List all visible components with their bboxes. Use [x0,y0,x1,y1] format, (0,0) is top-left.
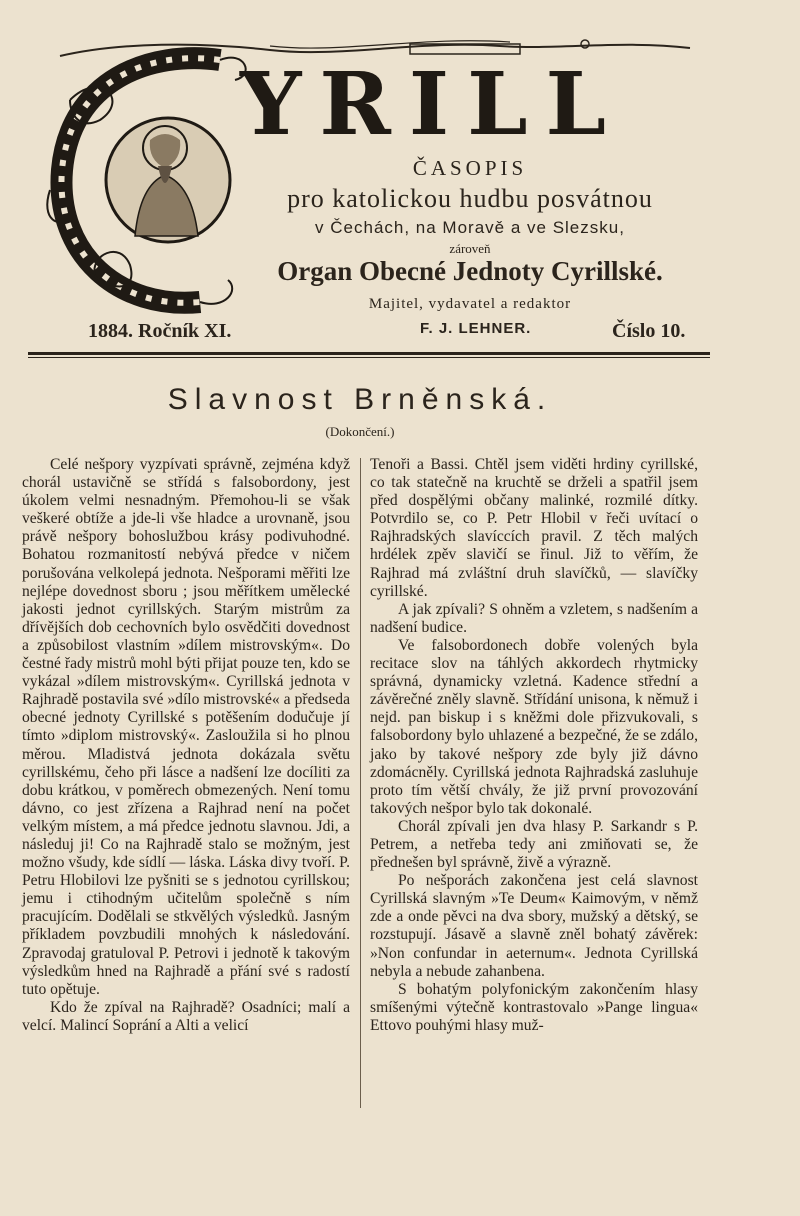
issue-number: Číslo 10. [612,320,686,342]
paragraph: Tenoři a Bassi. Chtěl jsem viděti hrdiny cyrillské, co tak statečně na kruchtě se drželi a spatřil jsem před dospělými občany malinké, rozmilé dítky. Potvrdilo se, co P. Petr Hlobil v řeči uvítací o Rajhradských slavíccích pravil. Z těch malých hrdélek zpěv slavičí se řinul. Již to věřím, že Rajhrad má zvláštní druh slavíčků, — slavíčky cyrillské. [370,456,698,600]
paragraph: Chorál zpívali jen dva hlasy P. Sarkandr s P. Petrem, a netřeba tedy ani zmiňovati se, že přednešen byl správně, živě a výrazně. [370,817,698,872]
paragraph: A jak zpívali? S ohněm a vzletem, s nadšením a nadšení budice. [370,600,698,636]
decorative-initial-c [40,40,260,330]
article-title: Slavnost Brněnská. [167,383,553,416]
article-left-column [22,456,350,1035]
paragraph: Ve falsobordonech dobře volených byla recitace slov na táhlých akkordech rhytmicky správná, dynamicky vzletná. Kadence střední a závěrečné zněly slavně. Střídání unisona, k němuž i nejd. pan biskup i s kněžmi dole přizvukovali, s falsobordony bylo uhlazené a bezpečné, že se zdálo, jako by takové nešpory zde byly již dávno zdomácněly. Cyrillská jednota Rajhradská zasluhuje proto tím větší chvály, že již první provozování takových nešpor bylo tak dokonalé. [370,636,698,817]
column-divider [360,458,361,1108]
article-note: (Dokončení.) [325,424,395,439]
masthead-rule-thin [28,357,710,358]
article-right-column [370,456,698,1035]
year-volume: 1884. Ročník XI. [88,320,232,342]
zaroven-line: zároveň [449,241,491,256]
masthead-rule-thick [28,352,710,355]
editor-name: F. J. LEHNER. [420,320,532,337]
paragraph: Po nešporách zakončena jest celá slavnost Cyrillská slavným »Te Deum« Kaimovým, v němž zde a onde pěvci na dva sbory, mužský a dětský, se rozstupují. Jásavě a slavně zněl bohatý závěrek: »Non confundar in aeternum«. Jednota Cyrillská nebyla a nebude zahanbena. [370,872,698,980]
organ-line: Organ Obecné Jednoty Cyrillské. [277,256,663,286]
majitel-line: Majitel, vydavatel a redaktor [368,296,572,312]
paragraph: Kdo že zpíval na Rajhradě? Osadníci; malí a velcí. Malincí Soprání a Alti a velicí [22,998,350,1034]
paragraph: Celé nešpory vyzpívati správně, zejména když chorál ustavičně se střídá s falsobordony, jest úkolem velmi nesnadným. Přemohou-li se však veškeré obtíže a jde-li vše hladce a urovnaně, jsou právě nešpory bohoslužbou krásy podivuhodné. Bohatou rozmanitostí nebývá předce v ničem porušována velkolepá jednota. Nešporami měřiti lze nejlépe dovednost sboru ; jsou měřítkem umělecké jakosti jednot cyrillských. Starým mistrům za dřívějších dob cechovních bylo osvědčiti dovednost a způsobilost vlastním »dílem mistrovským«. Do čestné řady mistrů mohl býti přijat pouze ten, kdo se vykázal »dílem mistrovským«. Cyrillská jednota v Rajhradě postavila své »dílo mistrovské« a předseda obecné jednoty Cyrillské s potěšením dodučuje jí tímto »diplom mistrovský«. Zasloužila si ho plnou měrou. Mladistvá jednota dokázala světu cyrillskému, čeho při lásce a nadšení lze docíliti za dobu krátkou, v poměrech obmezených. Není tomu dávno, co jest zřízena a Rajhrad není na počet velkým místem, a má předce jednotu slavnou. Jdi, a následuj ji! Co na Rajhradě stalo se možným, jest možno všudy, kde sídlí — láska. Láska divy tvoří. P. Petru Hlobilovi lze pyšniti se s jednotou cyrillskou; jemu i ctihodným učitelům společně s ním pracujícím. Dodělali se stkvělých výsledků. Jasným příkladem povzbudili mnohých k následování. Zpravodaj gratuloval P. Petrovi i jednotě k takovým výsledkům hned na Rajhradě a přání své s radostí tuto opětuje. [22,456,350,998]
journal-subtitle: pro katolickou hudbu posvátnou [287,184,653,213]
region-line: v Čechách, na Moravě a ve Slezsku, [315,218,625,237]
casopis-label: ČASOPIS [412,156,528,180]
paragraph: S bohatým polyfonickým zakončením hlasy smíšenými výtečně kontrastovalo »Pange lingua« Ettovo pouhými hlasy muž- [370,980,698,1034]
journal-title: YRILL [240,54,625,155]
